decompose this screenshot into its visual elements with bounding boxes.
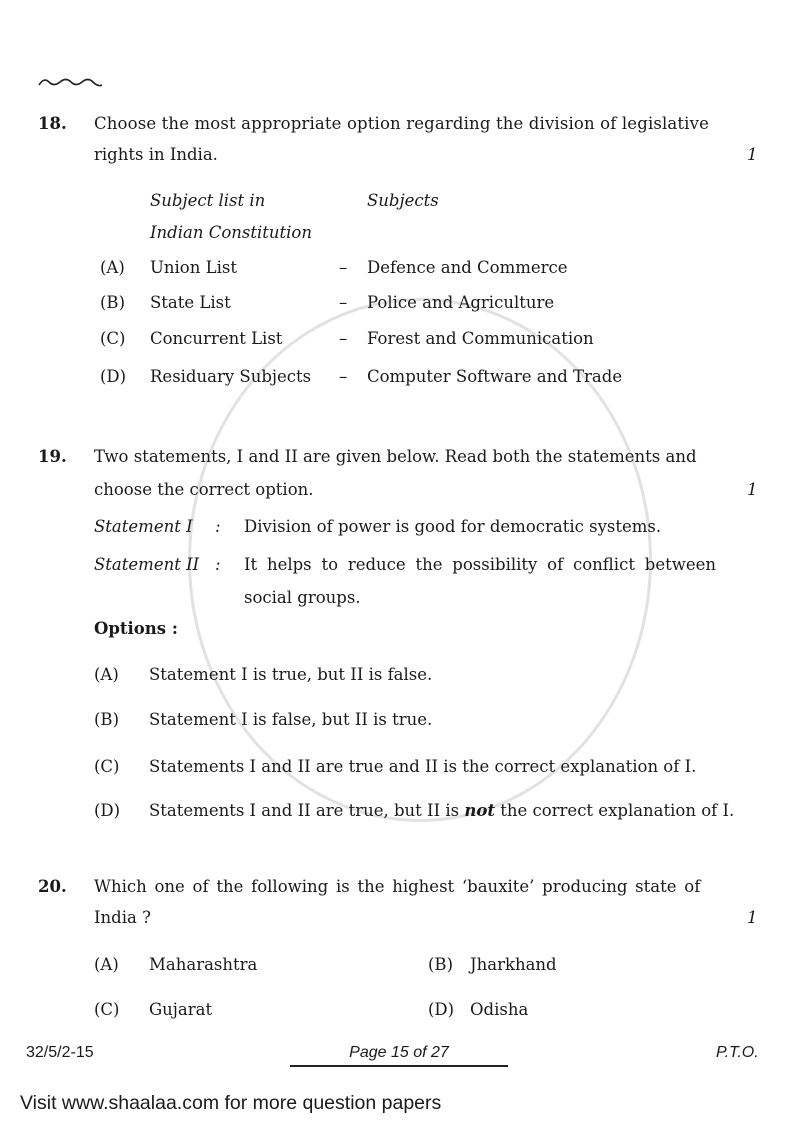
option-text [149,800,734,822]
dash: – [339,258,348,277]
option-text: Odisha [470,1000,529,1019]
subject-list: Union List [150,258,237,277]
statement-label: Statement II [94,555,200,574]
question-text: rights in India. [94,145,218,164]
dash: – [339,293,348,312]
column-header: Indian Constitution [150,223,312,242]
option-label: (B) [100,293,125,312]
subject-list: State List [150,293,231,312]
marks: 1 [747,480,758,499]
question-text: Two statements, I and II are given below. Read both the statements and [94,447,697,466]
question-text: Which one of the following is the highest ‘bauxite’ producing state of [94,877,701,896]
marks: 1 [747,908,758,927]
dash: – [339,367,348,386]
subject-list: Residuary Subjects [150,367,312,386]
option-label: (C) [100,329,126,348]
dash: – [339,329,348,348]
statement-label: Statement I [94,517,193,536]
squiggle-decoration [38,76,104,90]
question-number: 18. [38,114,67,133]
option-label: (D) [428,1000,455,1019]
option-label: (A) [94,955,119,974]
visit-link[interactable]: Visit www.shaalaa.com for more question papers [20,1092,442,1114]
question-number: 19. [38,447,67,466]
option-label: (C) [94,1000,120,1019]
option-label: (A) [100,258,125,277]
emphasis: not [464,801,495,820]
question-text: choose the correct option. [94,480,314,499]
option-text: Jharkhand [470,955,557,974]
statement-text: It helps to reduce the possibility of conflict between social groups. [244,555,716,607]
option-text-part: Statements I and II are true, but II is [149,801,465,820]
options-heading: Options : [94,619,178,638]
page-number: Page 15 of 27 [349,1044,449,1061]
question-text: India ? [94,908,151,927]
option-label: (D) [100,367,127,386]
marks: 1 [747,145,758,164]
paper-code: 32/5/2-15 [26,1044,94,1061]
column-header: Subjects [367,191,439,210]
subjects: Police and Agriculture [367,293,555,312]
subjects: Computer Software and Trade [367,367,623,386]
subjects: Defence and Commerce [367,258,568,277]
option-label: (A) [94,665,119,684]
option-text-part: the correct explanation of I. [494,801,735,820]
column-header: Subject list in [150,191,266,210]
question-number: 20. [38,877,67,896]
pto: P.T.O. [716,1044,759,1061]
option-text: Gujarat [149,1000,213,1019]
colon: : [215,517,221,536]
option-label: (B) [428,955,453,974]
option-text: Statements I and II are true and II is the correct explanation of I. [149,757,697,776]
subject-list: Concurrent List [150,329,283,348]
option-label: (D) [94,801,121,820]
option-label: (B) [94,710,119,729]
option-label: (C) [94,757,120,776]
question-text: Choose the most appropriate option regarding the division of legislative [94,114,709,133]
colon: : [215,555,221,574]
statement-text: Division of power is good for democratic systems. [244,517,662,536]
footer-underline [290,1065,508,1067]
option-text: Maharashtra [149,955,258,974]
subjects: Forest and Communication [367,329,594,348]
option-text: Statement I is false, but II is true. [149,710,433,729]
option-text: Statement I is true, but II is false. [149,665,433,684]
